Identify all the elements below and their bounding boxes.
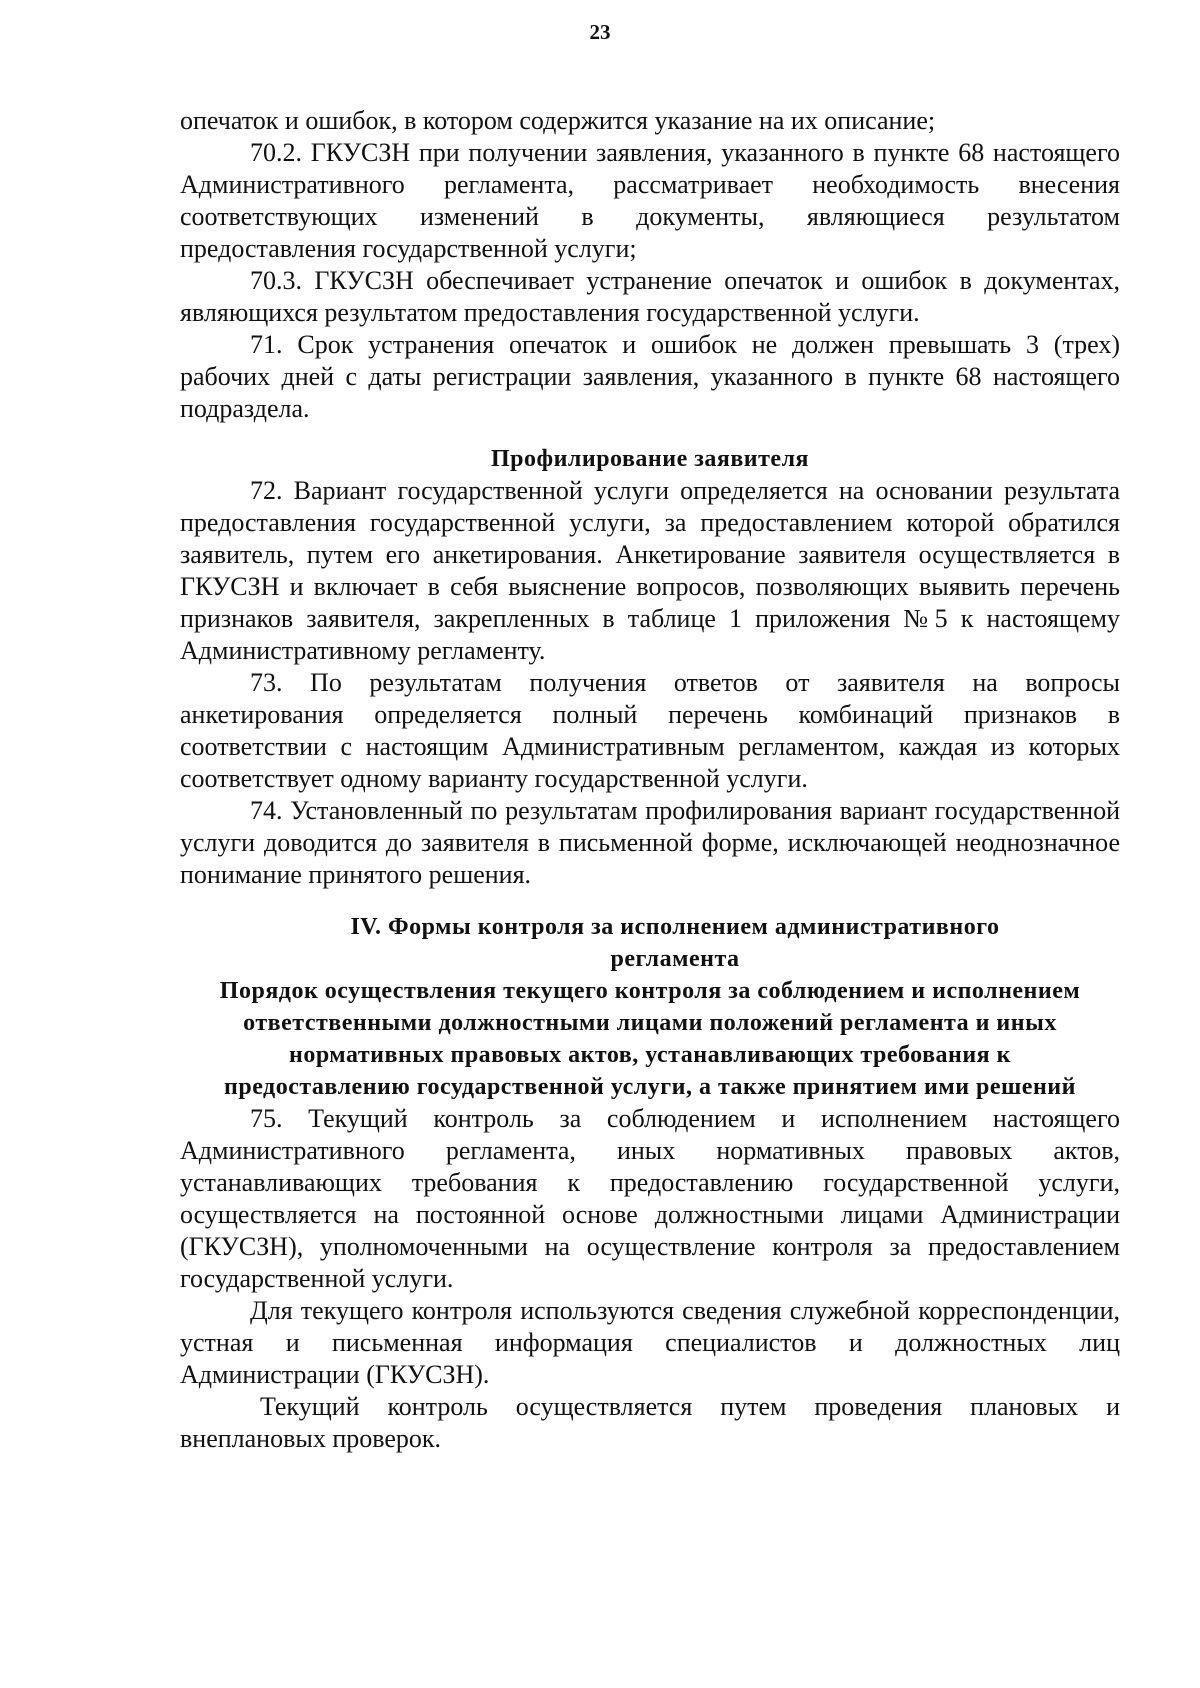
paragraph-current-control-sources: Для текущего контроля используются сведения служебной корреспонденции, устная и письменная информация специалистов и должностных лиц Администрации (ГКУСЗН). [180,1296,1120,1389]
spacer [180,891,1120,911]
document-body [180,105,1120,1455]
page-number: 23 [589,20,611,44]
heading-profiling: Профилирование заявителя [490,446,810,472]
paragraph-70-2: 70.2. ГКУСЗН при получении заявления, указанного в пункте 68 настоящего Административного регламента, рассматривает необходимость внесения соответствующих изменений в документы, являющиеся результатом предоставления государственной услуги; [180,138,1120,263]
paragraph-72: 72. Вариант государственной услуги определяется на основании результата предоставления государственной услуги, за предоставлением которой обратился заявитель, путем его анкетирования. Анкетирование заявителя осуществляется в ГКУСЗН и включает в себя выяснение вопросов, позволяющих выявить перечень признаков заявителя, закрепленных в таблице 1 приложения №5 к настоящему Административному регламенту. [180,476,1120,665]
paragraph-71: 71. Срок устранения опечаток и ошибок не должен превышать 3 (трех) рабочих дней с даты регистрации заявления, указанного в пункте 68 настоящего подраздела. [180,330,1120,423]
heading-section-iv: IV. Формы контроля за исполнением административного регламента [350,914,1000,972]
paragraph-73: 73. По результатам получения ответов от заявителя на вопросы анкетирования определяется полный перечень комбинаций признаков в соответствии с настоящим Административным регламентом, каждая из которых соответствует одному варианту государственной услуги. [180,668,1120,793]
heading-current-control: Порядок осуществления текущего контроля за соблюдением и исполнением ответственными должностными лицами положений регламента и иных нормативных правовых актов, устанавливающих требования к предоставлению государственной услуги, а также принятием ими решений [219,978,1081,1100]
spacer [180,425,1120,443]
paragraph-70-1-tail: опечаток и ошибок, в котором содержится указание на их описание; [180,106,936,135]
paragraph-inspections: Текущий контроль осуществляется путем проведения плановых и внеплановых проверок. [180,1392,1120,1453]
paragraph-74: 74. Установленный по результатам профилирования вариант государственной услуги доводится до заявителя в письменной форме, исключающей неоднозначное понимание принятого решения. [180,796,1120,889]
paragraph-75: 75. Текущий контроль за соблюдением и исполнением настоящего Административного регламента, иных нормативных правовых актов, устанавливающих требования к предоставлению государственной услуги, осуществляется на постоянной основе должностными лицами Администрации (ГКУСЗН), уполномоченными на осуществление контроля за предоставлением государственной услуги. [180,1104,1120,1293]
paragraph-70-3: 70.3. ГКУСЗН обеспечивает устранение опечаток и ошибок в документах, являющихся результатом предоставления государственной услуги. [180,266,1120,327]
